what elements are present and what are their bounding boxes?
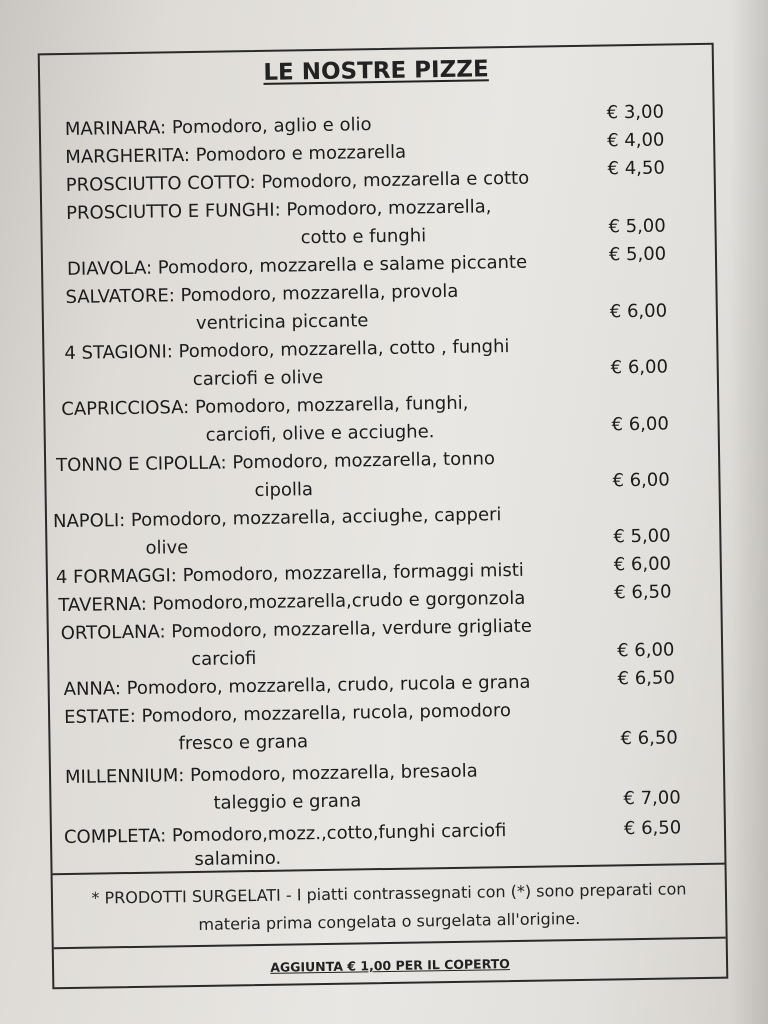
- divider-top: [53, 863, 725, 876]
- pizza-millennium-line1: MILLENNIUM: Pomodoro, mozzarella, bresaola: [64, 760, 478, 789]
- pizza-taverna-line1: TAVERNA: Pomodoro,mozzarella,crudo e gorgonzola: [58, 587, 526, 617]
- pizza-estate-line1: ESTATE: Pomodoro, mozzarella, rucola, pomodoro: [63, 700, 512, 729]
- pizza-tonno-cipolla-line1: TONNO E CIPOLLA: Pomodoro, mozzarella, tonno: [56, 448, 496, 477]
- pizza-millennium-line2: taleggio e grana: [213, 790, 362, 814]
- pizza-estate-price: € 6,50: [620, 727, 678, 750]
- pizza-prosciutto-funghi-line1: PROSCIUTTO E FUNGHI: Pomodoro, mozzarella,: [66, 196, 492, 224]
- pizza-ortolana-line2: carciofi: [191, 648, 257, 671]
- cover-charge: AGGIUNTA € 1,00 PER IL COPERTO: [270, 956, 510, 975]
- pizza-4-formaggi-price: € 6,00: [613, 553, 672, 576]
- pizza-diavola-price: € 5,00: [608, 243, 667, 266]
- pizza-4-formaggi-line1: 4 FORMAGGI: Pomodoro, mozzarella, formaggi misti: [55, 559, 525, 589]
- pizza-ortolana-line1: ORTOLANA: Pomodoro, mozzarella, verdure grigliate: [60, 615, 533, 645]
- pizza-prosciutto-cotto-line1: PROSCIUTTO COTTO: Pomodoro, mozzarella e cotto: [65, 167, 530, 196]
- pizza-millennium-price: € 7,00: [623, 787, 681, 810]
- pizza-prosciutto-funghi-price: € 5,00: [608, 215, 666, 238]
- pizza-napoli-price: € 5,00: [613, 525, 671, 548]
- pizza-marinara-price: € 3,00: [606, 101, 665, 124]
- pizza-taverna-price: € 6,50: [614, 581, 672, 604]
- pizza-tonno-cipolla-line2: cipolla: [254, 479, 314, 502]
- pizza-4-stagioni-line2: carciofi e olive: [192, 366, 324, 390]
- pizza-anna-price: € 6,50: [617, 667, 676, 690]
- pizza-salvatore-line2: ventricina piccante: [195, 310, 369, 334]
- pizza-4-stagioni-price: € 6,00: [610, 356, 669, 379]
- paper-fold-shadow: [730, 0, 768, 1024]
- frozen-products-note: [53, 875, 726, 942]
- pizza-prosciutto-funghi-line2: cotto e funghi: [300, 225, 427, 249]
- pizza-completa-line2: salamino.: [194, 847, 282, 871]
- pizza-salvatore-price: € 6,00: [609, 300, 668, 323]
- pizza-estate-line2: fresco e grana: [178, 731, 309, 755]
- pizza-4-stagioni-line1: 4 STAGIONI: Pomodoro, mozzarella, cotto , funghi: [64, 335, 510, 364]
- pizza-tonno-cipolla-price: € 6,00: [612, 469, 670, 492]
- pizza-completa-price: € 6,50: [623, 817, 682, 840]
- pizza-capricciosa-line2: carciofi, olive e acciughe.: [205, 421, 435, 446]
- pizza-prosciutto-cotto-price: € 4,50: [607, 157, 665, 180]
- pizza-margherita-line1: MARGHERITA: Pomodoro e mozzarella: [65, 141, 407, 168]
- frozen-note-line2: materia prima congelata o surgelata all'origine.: [198, 908, 581, 934]
- pizza-napoli-line2: olive: [145, 537, 189, 559]
- pizza-anna-line1: ANNA: Pomodoro, mozzarella, crudo, rucola e grana: [63, 671, 531, 701]
- pizza-diavola-line1: DIAVOLA: Pomodoro, mozzarella e salame piccante: [66, 251, 528, 280]
- pizza-margherita-price: € 4,00: [606, 129, 665, 152]
- pizza-ortolana-price: € 6,00: [616, 639, 675, 662]
- frozen-note-line1: * PRODOTTI SURGELATI - I piatti contrassegnati con (*) sono preparati con: [91, 879, 687, 908]
- menu-title: LE NOSTRE PIZZE: [263, 56, 489, 86]
- pizza-salvatore-line1: SALVATORE: Pomodoro, mozzarella, provola: [65, 280, 459, 308]
- pizza-marinara-line1: MARINARA: Pomodoro, aglio e olio: [64, 114, 372, 140]
- pizza-capricciosa-line1: CAPRICCIOSA: Pomodoro, mozzarella, funghi,: [61, 392, 469, 421]
- pizza-capricciosa-price: € 6,00: [611, 413, 670, 436]
- menu-sheet: [38, 43, 729, 990]
- pizza-completa-line1: COMPLETA: Pomodoro,mozz.,cotto,funghi carciofi: [63, 820, 507, 849]
- pizza-napoli-line1: NAPOLI: Pomodoro, mozzarella, acciughe, capperi: [52, 504, 502, 533]
